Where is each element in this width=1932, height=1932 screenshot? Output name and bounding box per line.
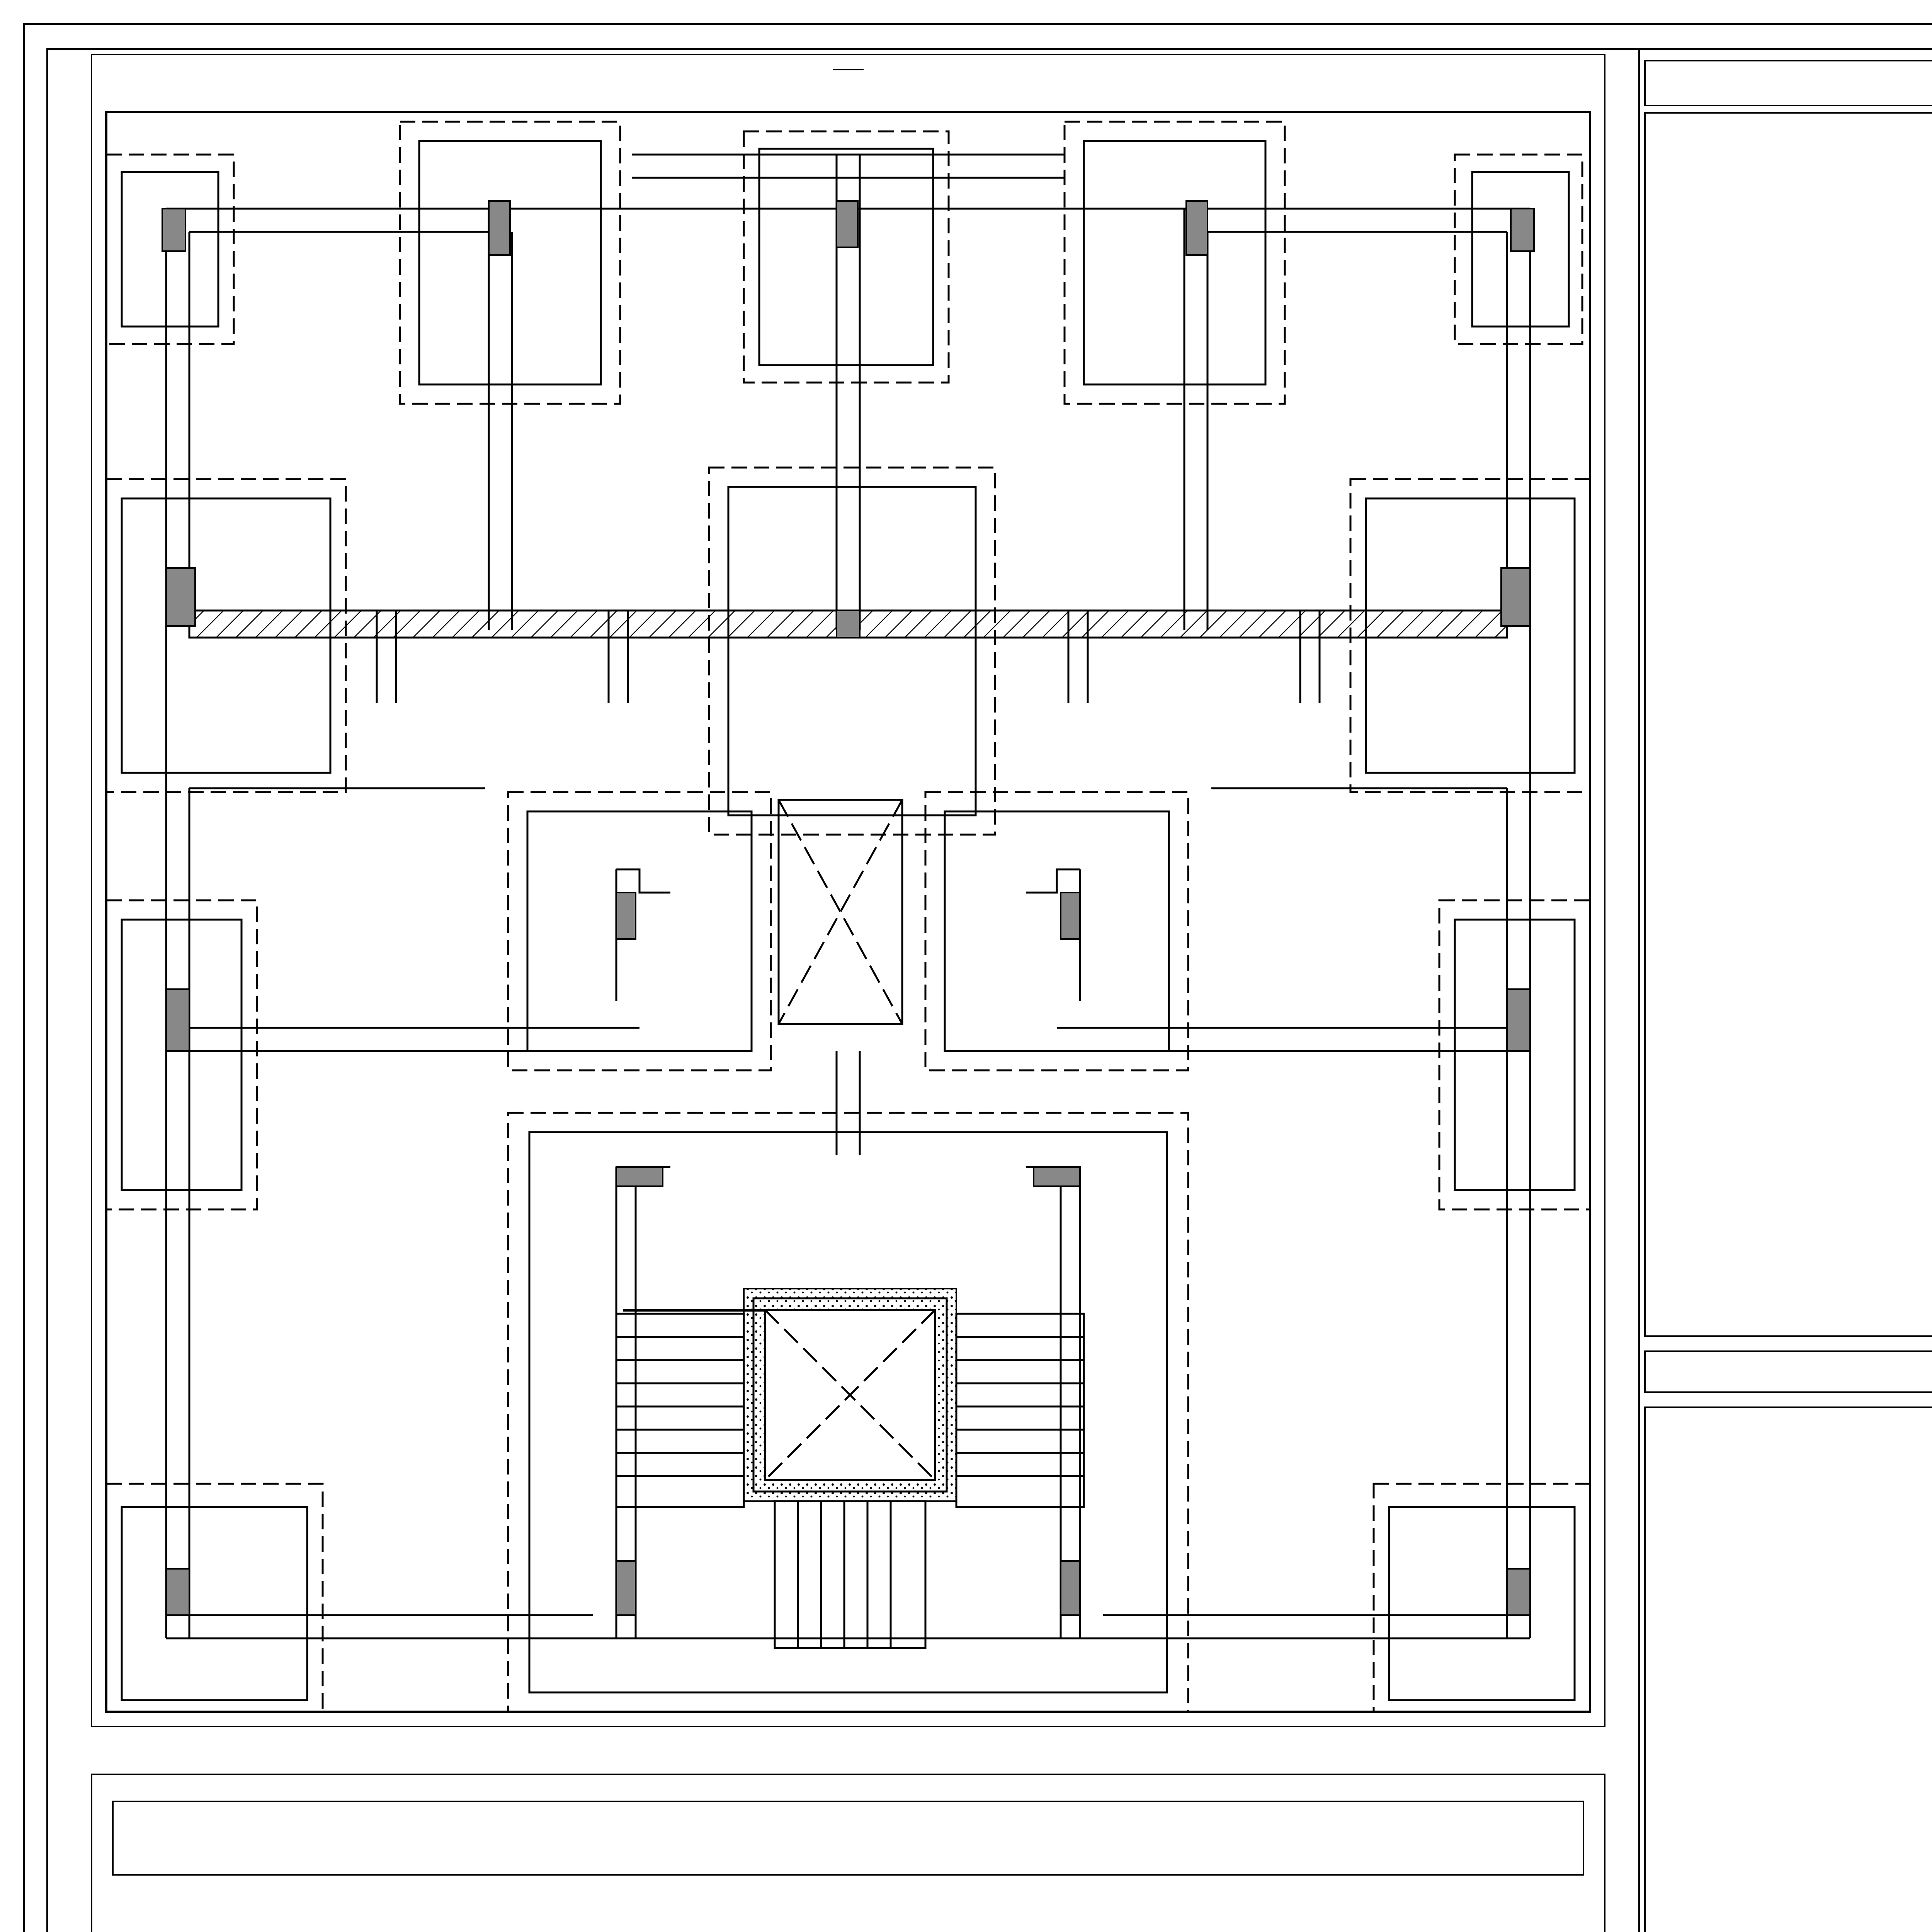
column-footing-schedule-table bbox=[112, 1801, 1584, 1876]
foundation-plan bbox=[91, 54, 1605, 1727]
important-notes-box bbox=[1644, 1406, 1932, 1932]
general-notes-heading-box bbox=[1644, 60, 1932, 106]
important-notes-heading-box bbox=[1644, 1350, 1932, 1393]
divider-vertical bbox=[1638, 48, 1640, 1932]
general-notes-box bbox=[1644, 112, 1932, 1337]
